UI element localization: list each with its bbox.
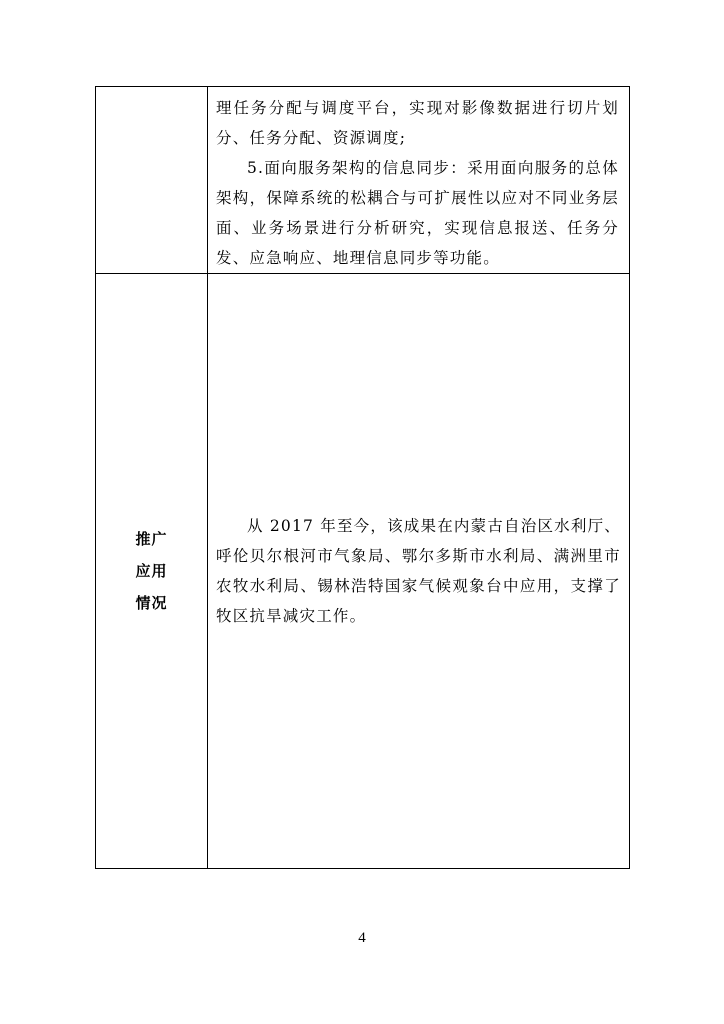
- label-line-3: 情况: [135, 594, 168, 612]
- row1-content-cell: [208, 87, 630, 274]
- soa-sync-paragraph: 5.面向服务架构的信息同步：采用面向服务的总体架构，保障系统的松耦合与可扩展性以应对不同业务层面、业务场景进行分析研究，实现信息报送、任务分发、应急响应、地理信息同步等功能。: [216, 159, 619, 267]
- continued-paragraph: 理任务分配与调度平台，实现对影像数据进行切片划分、任务分配、资源调度;: [216, 99, 619, 147]
- label-line-1: 推广: [135, 530, 168, 548]
- application-paragraph: 从 2017 年至今，该成果在内蒙古自治区水利厅、呼伦贝尔根河市气象局、鄂尔多斯市水利局、满洲里市农牧水利局、锡林浩特国家气候观象台中应用，支撑了牧区抗旱减灾工作。: [216, 517, 621, 625]
- application-label-cell: [96, 274, 208, 869]
- application-label: [96, 523, 207, 619]
- label-line-2: 应用: [135, 562, 168, 580]
- page-number: 4: [358, 930, 366, 946]
- row1-label-cell: [96, 87, 208, 274]
- table-row-system-features: [96, 87, 630, 274]
- table-row-application: [96, 274, 630, 869]
- form-table: [95, 86, 630, 869]
- application-content-cell: [208, 274, 630, 869]
